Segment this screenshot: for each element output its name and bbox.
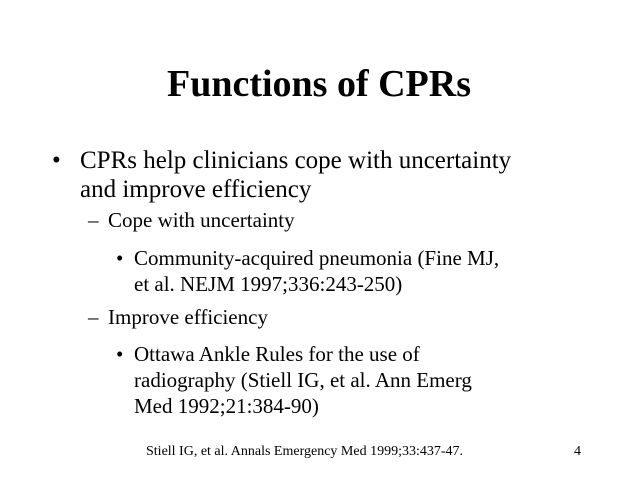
bullet-marker: • [116, 246, 124, 270]
dash-marker: – [88, 305, 99, 329]
subsubbullet-line: Med 1992;21:384-90) [134, 394, 319, 418]
subbullet-line: Cope with uncertainty [108, 208, 295, 232]
bullet-marker: • [52, 147, 61, 174]
subbullet-line: Improve efficiency [108, 305, 268, 329]
bullet-line: CPRs help clinicians cope with uncertainty [80, 147, 512, 174]
dash-marker: – [88, 208, 99, 232]
page-number: 4 [574, 444, 581, 459]
slide-title: Functions of CPRs [166, 63, 472, 105]
subsubbullet-line: Ottawa Ankle Rules for the use of [134, 342, 420, 366]
footer-citation: Stiell IG, et al. Annals Emergency Med 1999;33:437-47. [146, 444, 464, 459]
subsubbullet-line: et al. NEJM 1997;336:243-250) [134, 272, 403, 296]
bullet-line: and improve efficiency [80, 176, 312, 203]
subsubbullet-line: Community-acquired pneumonia (Fine MJ, [134, 246, 500, 270]
bullet-marker: • [116, 342, 124, 366]
subsubbullet-line: radiography (Stiell IG, et al. Ann Emerg [134, 368, 472, 392]
